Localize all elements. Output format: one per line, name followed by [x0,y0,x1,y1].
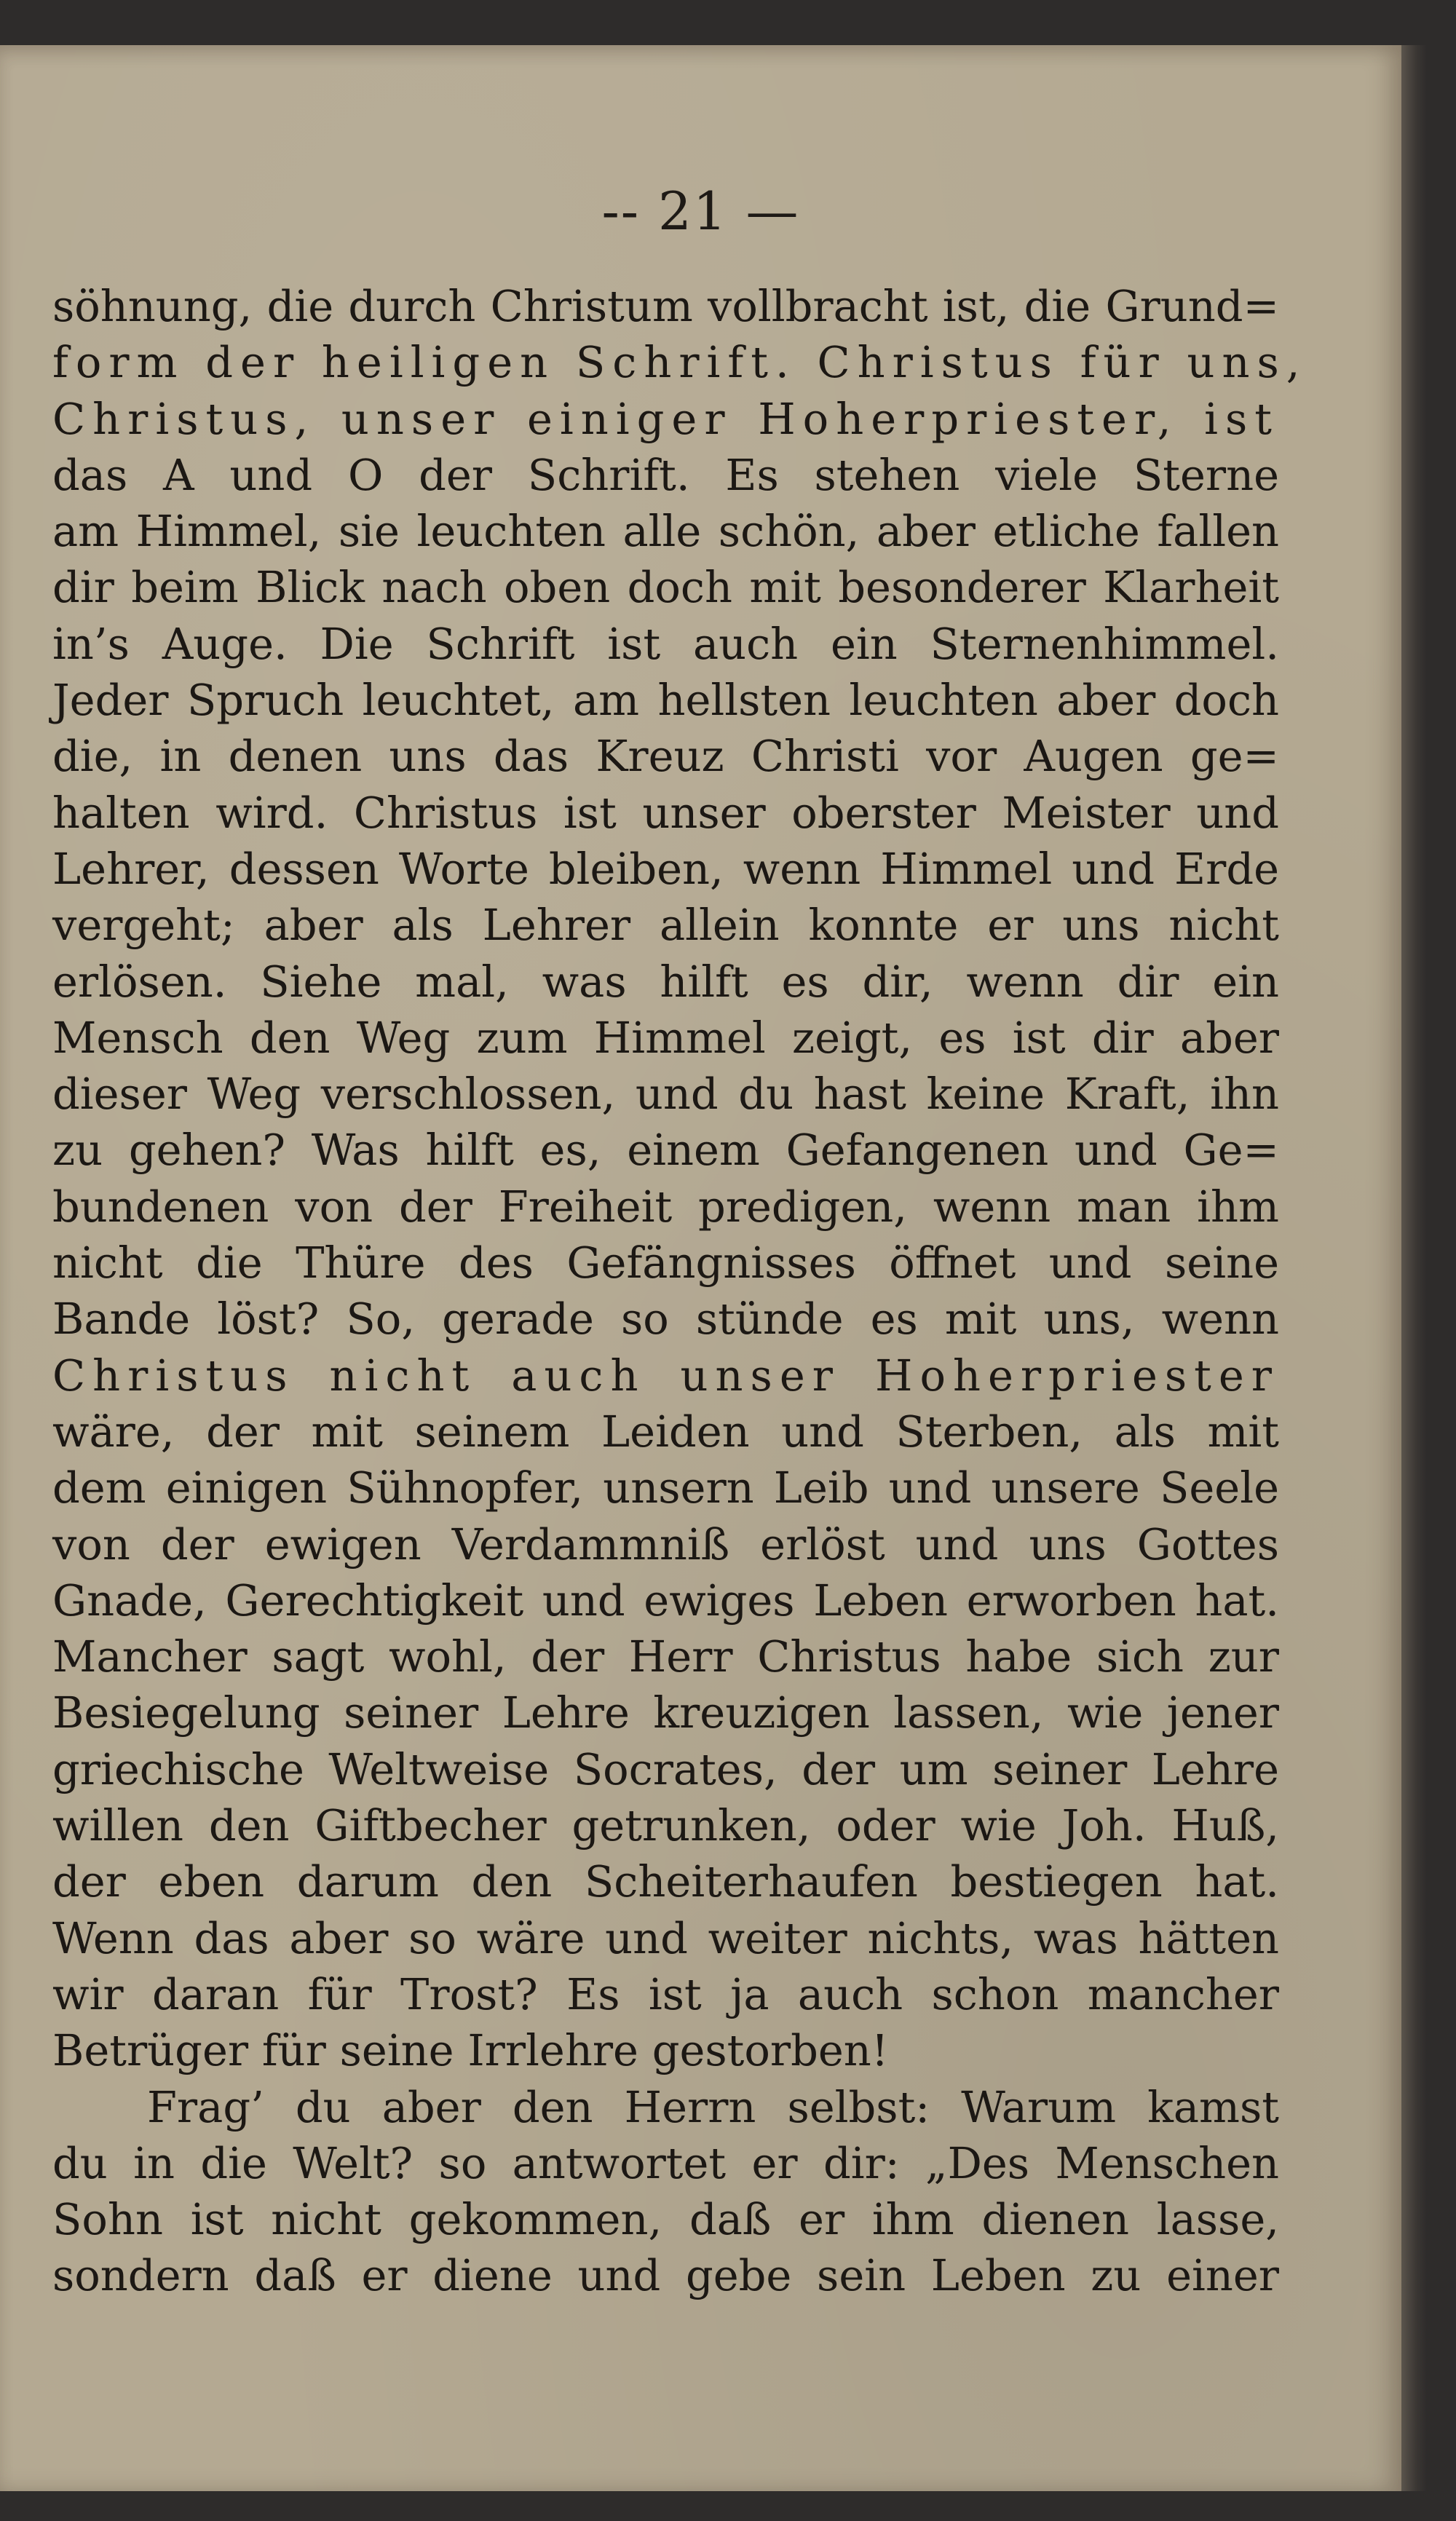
text-line: Wenn das aber so wäre und weiter nichts, was hätten [52,1912,1279,1963]
text-line: Sohn ist nicht gekommen, daß er ihm dienen lasse, [52,2194,1279,2245]
text-line: in’s Auge. Die Schrift ist auch ein Sternenhimmel. [52,618,1279,669]
text-line: Mensch den Weg zum Himmel zeigt, es ist dir aber [52,1012,1279,1063]
text-line: willen den Giftbecher getrunken, oder wie Joh. Huß, [52,1800,1279,1851]
text-line: form der heiligen Schrift. Christus für uns, [52,337,1307,388]
text-line: nicht die Thüre des Gefängnisses öffnet und seine [52,1238,1279,1289]
page-edge-shadow [1401,45,1427,2491]
text-line: wäre, der mit seinem Leiden und Sterben, als mit [52,1406,1279,1457]
text-line: Jeder Spruch leuchtet, am hellsten leuchten aber doch [52,675,1279,726]
text-line: zu gehen? Was hilft es, einem Gefangenen und Ge= [52,1125,1279,1176]
text-line: bundenen von der Freiheit predigen, wenn man ihm [52,1181,1279,1232]
text-line: vergeht; aber als Lehrer allein konnte er uns nicht [52,900,1279,951]
text-line: Betrüger für seine Irrlehre gestorben! [52,2025,889,2076]
text-line: das A und O der Schrift. Es stehen viele Sterne [52,449,1279,500]
text-line: von der ewigen Verdammniß erlöst und uns Gottes [52,1519,1279,1570]
text-line: sondern daß er diene und gebe sein Leben zu einer [52,2250,1279,2301]
body-text [52,278,1307,2304]
page-number: -- 21 — [601,181,800,242]
text-line: erlösen. Siehe mal, was hilft es dir, wenn dir ein [52,956,1279,1007]
text-line: dieser Weg verschlossen, und du hast keine Kraft, ihn [52,1069,1279,1120]
text-line: Christus, unser einiger Hoherpriester, ist [52,393,1279,444]
text-line: der eben darum den Scheiterhaufen bestiegen hat. [52,1856,1279,1907]
text-line: söhnung, die durch Christum vollbracht ist, die Grund= [52,281,1279,331]
text-line: Mancher sagt wohl, der Herr Christus habe sich zur [52,1631,1279,1682]
text-line: die, in denen uns das Kreuz Christi vor Augen ge= [52,731,1279,782]
text-line: wir daran für Trost? Es ist ja auch schon mancher [52,1968,1279,2019]
text-line: Lehrer, dessen Worte bleiben, wenn Himmel und Erde [52,843,1279,894]
text-line: griechische Weltweise Socrates, der um seiner Lehre [52,1744,1279,1794]
text-line: dem einigen Sühnopfer, unsern Leib und unsere Seele [52,1463,1279,1513]
text-line: halten wird. Christus ist unser oberster Meister und [52,787,1279,838]
text-line: Besiegelung seiner Lehre kreuzigen lassen, wie jener [52,1687,1279,1738]
text-line: dir beim Blick nach oben doch mit besonderer Klarheit [52,562,1279,613]
text-line: Gnade, Gerechtigkeit und ewiges Leben erworben hat. [52,1575,1279,1626]
text-line: Frag’ du aber den Herrn selbst: Warum kamst [147,2081,1279,2132]
text-line: am Himmel, sie leuchten alle schön, aber etliche fallen [52,506,1279,557]
text-line: Christus nicht auch unser Hoherpriester [52,1350,1279,1401]
text-line: Bande löst? So, gerade so stünde es mit uns, wenn [52,1294,1279,1345]
text-line: du in die Welt? so antwortet er dir: „Des Menschen [52,2137,1279,2188]
